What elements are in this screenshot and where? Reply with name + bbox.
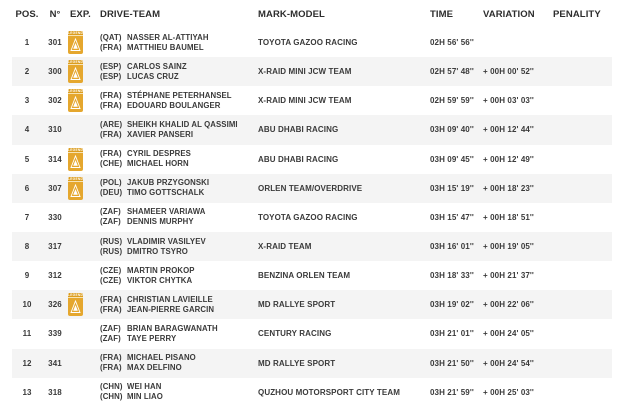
header-variation: VARIATION <box>483 8 535 20</box>
driver-country-code: (ARE) <box>100 119 123 129</box>
table-row <box>12 86 612 115</box>
table-row <box>12 349 612 378</box>
position-cell: 3 <box>24 96 30 106</box>
position-cell: 5 <box>24 154 30 164</box>
table-row <box>12 115 612 144</box>
legend-badge-icon <box>68 60 83 83</box>
variation-cell: + 00H 22' 06'' <box>483 300 534 310</box>
variation-cell: + 00H 24' 05'' <box>483 329 534 339</box>
position-cell: 12 <box>22 358 32 368</box>
exp-cell <box>68 264 100 287</box>
driver-name: CARLOS SAINZ <box>127 61 187 71</box>
exp-cell <box>68 293 100 316</box>
driver-name: MICHAEL PISANO <box>127 353 196 363</box>
mark-model-cell: CENTURY RACING <box>258 329 332 339</box>
codriver-country-code: (CHN) <box>100 392 123 402</box>
car-number-cell: 307 <box>48 183 62 193</box>
driver-name: CYRIL DESPRES <box>127 149 191 159</box>
drive-team-cell <box>100 120 258 140</box>
car-number-cell: 301 <box>48 38 62 48</box>
mark-model-cell: X-RAID TEAM <box>258 242 312 252</box>
car-number-cell: 302 <box>48 96 62 106</box>
driver-name: MARTIN PROKOP <box>127 265 195 275</box>
mark-model-cell: QUZHOU MOTORSPORT CITY TEAM <box>258 387 400 397</box>
codriver-country-code: (DEU) <box>100 188 123 198</box>
variation-cell: + 00H 25' 03'' <box>483 387 534 397</box>
codriver-name: DENNIS MURPHY <box>127 217 194 227</box>
variation-cell: + 00H 12' 49'' <box>483 154 534 164</box>
variation-cell: + 00H 24' 54'' <box>483 358 534 368</box>
table-row <box>12 145 612 174</box>
variation-cell: + 00H 12' 44'' <box>483 125 534 135</box>
driver-name: VLADIMIR VASILYEV <box>127 236 206 246</box>
time-cell: 03H 09' 45'' <box>430 154 474 164</box>
codriver-country-code: (FRA) <box>100 42 122 52</box>
codriver-country-code: (CZE) <box>100 275 122 285</box>
exp-cell <box>68 118 100 141</box>
exp-cell <box>68 352 100 375</box>
mark-model-cell: X-RAID MINI JCW TEAM <box>258 67 352 77</box>
codriver-name: XAVIER PANSERI <box>127 129 194 139</box>
table-row <box>12 378 612 407</box>
drive-team-cell <box>100 149 258 169</box>
variation-cell: + 00H 21' 37'' <box>483 271 534 281</box>
time-cell: 03H 19' 02'' <box>430 300 474 310</box>
driver-country-code: (POL) <box>100 178 122 188</box>
codriver-country-code: (FRA) <box>100 304 122 314</box>
driver-country-code: (FRA) <box>100 294 122 304</box>
driver-country-code: (QAT) <box>100 32 122 42</box>
codriver-country-code: (ZAF) <box>100 217 121 227</box>
car-number-cell: 318 <box>48 387 62 397</box>
time-cell: 03H 18' 33'' <box>430 271 474 281</box>
results-header-row <box>12 0 612 28</box>
legend-badge-icon <box>68 293 83 316</box>
codriver-name: TIMO GOTTSCHALK <box>127 188 205 198</box>
car-number-cell: 341 <box>48 358 62 368</box>
results-rows <box>12 28 612 407</box>
time-cell: 02H 57' 48'' <box>430 67 474 77</box>
drive-team-cell <box>100 382 258 402</box>
codriver-country-code: (RUS) <box>100 246 123 256</box>
codriver-country-code: (ESP) <box>100 71 122 81</box>
time-cell: 03H 16' 01'' <box>430 242 474 252</box>
trophy-icon <box>70 96 81 110</box>
driver-country-code: (CHN) <box>100 382 123 392</box>
driver-name: JAKUB PRZYGONSKI <box>127 178 210 188</box>
codriver-name: EDOUARD BOULANGER <box>127 100 221 110</box>
codriver-country-code: (FRA) <box>100 363 122 373</box>
mark-model-cell: ABU DHABI RACING <box>258 154 339 164</box>
codriver-country-code: (FRA) <box>100 100 122 110</box>
codriver-name: MAX DELFINO <box>127 363 182 373</box>
driver-name: BRIAN BARAGWANATH <box>127 323 218 333</box>
car-number-cell: 326 <box>48 300 62 310</box>
codriver-country-code: (CHE) <box>100 159 123 169</box>
driver-country-code: (ESP) <box>100 61 122 71</box>
car-number-cell: 339 <box>48 329 62 339</box>
drive-team-cell <box>100 295 258 315</box>
mark-model-cell: MD RALLYE SPORT <box>258 300 336 310</box>
exp-cell <box>68 60 100 83</box>
car-number-cell: 317 <box>48 242 62 252</box>
position-cell: 13 <box>22 387 32 397</box>
mark-model-cell: ORLEN TEAM/OVERDRIVE <box>258 183 363 193</box>
legend-badge-label: LEGEND <box>68 293 83 298</box>
header-exp: EXP. <box>70 8 91 20</box>
legend-badge-label: LEGEND <box>68 147 83 152</box>
exp-cell <box>68 148 100 171</box>
position-cell: 6 <box>24 183 30 193</box>
results-table <box>12 0 612 407</box>
codriver-name: MATTHIEU BAUMEL <box>127 42 204 52</box>
position-cell: 8 <box>24 242 30 252</box>
header-time: TIME <box>430 8 454 20</box>
time-cell: 03H 21' 01'' <box>430 329 474 339</box>
header-number: N° <box>49 8 61 20</box>
codriver-name: MICHAEL HORN <box>127 159 189 169</box>
legend-badge-icon <box>68 31 83 54</box>
car-number-cell: 330 <box>48 212 62 222</box>
table-row <box>12 232 612 261</box>
trophy-icon <box>70 155 81 169</box>
driver-name: NASSER AL-ATTIYAH <box>127 32 209 42</box>
driver-name: STÉPHANE PETERHANSEL <box>127 90 232 100</box>
header-drive-team: DRIVE-TEAM <box>100 8 161 20</box>
legend-badge-label: LEGEND <box>68 89 83 94</box>
table-row <box>12 261 612 290</box>
position-cell: 4 <box>24 125 30 135</box>
position-cell: 7 <box>24 212 30 222</box>
drive-team-cell <box>100 33 258 53</box>
driver-country-code: (FRA) <box>100 90 122 100</box>
trophy-icon <box>70 184 81 198</box>
table-row <box>12 290 612 319</box>
header-penality: PENALITY <box>553 8 601 20</box>
time-cell: 03H 15' 19'' <box>430 183 474 193</box>
position-cell: 2 <box>24 67 30 77</box>
time-cell: 03H 21' 59'' <box>430 387 474 397</box>
codriver-name: DMITRO TSYRO <box>127 246 188 256</box>
table-row <box>12 28 612 57</box>
position-cell: 1 <box>24 38 30 48</box>
codriver-country-code: (FRA) <box>100 129 122 139</box>
driver-name: WEI HAN <box>127 382 162 392</box>
drive-team-cell <box>100 266 258 286</box>
legend-badge-icon <box>68 89 83 112</box>
time-cell: 03H 21' 50'' <box>430 358 474 368</box>
driver-country-code: (CZE) <box>100 265 122 275</box>
exp-cell <box>68 31 100 54</box>
legend-badge-label: LEGEND <box>68 31 83 36</box>
header-mark-model: MARK-MODEL <box>258 8 325 20</box>
variation-cell: + 00H 18' 23'' <box>483 183 534 193</box>
codriver-country-code: (ZAF) <box>100 333 121 343</box>
exp-cell <box>68 89 100 112</box>
legend-badge-icon <box>68 148 83 171</box>
mark-model-cell: X-RAID MINI JCW TEAM <box>258 96 352 106</box>
time-cell: 02H 56' 56'' <box>430 38 474 48</box>
variation-cell: + 00H 19' 05'' <box>483 242 534 252</box>
drive-team-cell <box>100 324 258 344</box>
exp-cell <box>68 235 100 258</box>
exp-cell <box>68 177 100 200</box>
driver-name: SHAMEER VARIAWA <box>127 207 206 217</box>
table-row <box>12 319 612 348</box>
drive-team-cell <box>100 207 258 227</box>
legend-badge-icon <box>68 177 83 200</box>
mark-model-cell: ABU DHABI RACING <box>258 125 339 135</box>
driver-country-code: (ZAF) <box>100 323 121 333</box>
time-cell: 02H 59' 59'' <box>430 96 474 106</box>
legend-badge-label: LEGEND <box>68 60 83 65</box>
codriver-name: JEAN-PIERRE GARCIN <box>127 304 215 314</box>
table-row <box>12 174 612 203</box>
time-cell: 03H 09' 40'' <box>430 125 474 135</box>
mark-model-cell: TOYOTA GAZOO RACING <box>258 212 358 222</box>
driver-name: SHEIKH KHALID AL QASSIMI <box>127 119 238 129</box>
exp-cell <box>68 381 100 404</box>
table-row <box>12 203 612 232</box>
car-number-cell: 300 <box>48 67 62 77</box>
drive-team-cell <box>100 178 258 198</box>
car-number-cell: 310 <box>48 125 62 135</box>
variation-cell: + 00H 18' 51'' <box>483 212 534 222</box>
time-cell: 03H 15' 47'' <box>430 212 474 222</box>
exp-cell <box>68 322 100 345</box>
legend-badge-label: LEGEND <box>68 176 83 181</box>
mark-model-cell: TOYOTA GAZOO RACING <box>258 38 358 48</box>
codriver-name: LUCAS CRUZ <box>127 71 179 81</box>
codriver-name: VIKTOR CHYTKA <box>127 275 193 285</box>
trophy-icon <box>70 300 81 314</box>
position-cell: 10 <box>22 300 32 310</box>
car-number-cell: 314 <box>48 154 62 164</box>
drive-team-cell <box>100 62 258 82</box>
variation-cell: + 00H 03' 03'' <box>483 96 534 106</box>
position-cell: 9 <box>24 271 30 281</box>
trophy-icon <box>70 38 81 52</box>
codriver-name: TAYE PERRY <box>127 333 177 343</box>
mark-model-cell: MD RALLYE SPORT <box>258 358 336 368</box>
car-number-cell: 312 <box>48 271 62 281</box>
driver-name: CHRISTIAN LAVIEILLE <box>127 294 213 304</box>
variation-cell: + 00H 00' 52'' <box>483 67 534 77</box>
driver-country-code: (RUS) <box>100 236 123 246</box>
driver-country-code: (FRA) <box>100 149 122 159</box>
driver-country-code: (FRA) <box>100 353 122 363</box>
codriver-name: MIN LIAO <box>127 392 163 402</box>
driver-country-code: (ZAF) <box>100 207 121 217</box>
mark-model-cell: BENZINA ORLEN TEAM <box>258 271 351 281</box>
trophy-icon <box>70 67 81 81</box>
drive-team-cell <box>100 353 258 373</box>
position-cell: 11 <box>22 329 32 339</box>
header-pos: POS. <box>15 8 39 20</box>
exp-cell <box>68 206 100 229</box>
drive-team-cell <box>100 237 258 257</box>
drive-team-cell <box>100 91 258 111</box>
table-row <box>12 57 612 86</box>
